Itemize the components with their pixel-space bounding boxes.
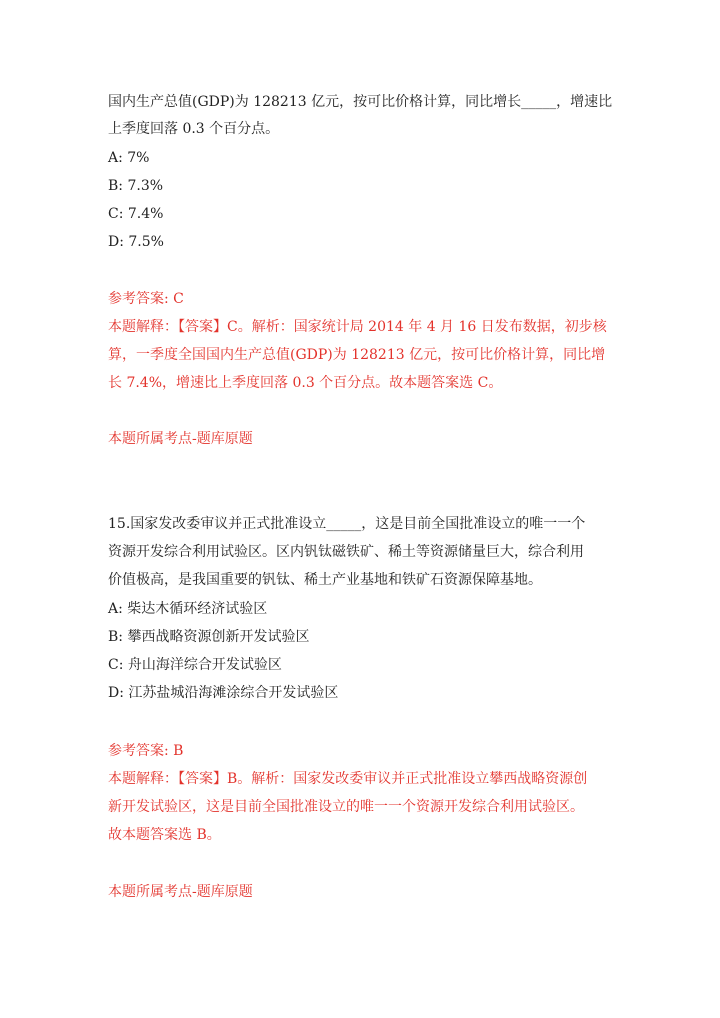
explanation-line: 算，一季度全国国内生产总值(GDP)为 128213 亿元，按可比价格计算，同比增 — [108, 347, 606, 363]
question-stem-line: 资源开发综合利用试验区。区内钒钛磁铁矿、稀土等资源储量巨大，综合利用 — [108, 544, 584, 560]
option-c: C: 7.4% — [108, 206, 164, 222]
option-b: B: 攀西战略资源创新开发试验区 — [108, 629, 310, 645]
answer-label: 参考答案: B — [108, 743, 184, 759]
question-stem-line: 价值极高，是我国重要的钒钛、稀土产业基地和铁矿石资源保障基地。 — [108, 572, 542, 588]
option-a: A: 柴达木循环经济试验区 — [108, 601, 268, 617]
explanation-line: 新开发试验区，这是目前全国批准设立的唯一一个资源开发综合利用试验区。 — [108, 799, 584, 815]
option-c: C: 舟山海洋综合开发试验区 — [108, 657, 282, 673]
option-d: D: 7.5% — [108, 234, 164, 250]
question-stem-line: 15.国家发改委审议并正式批准设立_____，这是目前全国批准设立的唯一一个 — [108, 516, 586, 532]
explanation-line: 故本题答案选 B。 — [108, 827, 221, 843]
option-a: A: 7% — [108, 150, 150, 166]
source-tag: 本题所属考点-题库原题 — [108, 431, 253, 447]
explanation-line: 长 7.4%，增速比上季度回落 0.3 个百分点。故本题答案选 C。 — [108, 375, 503, 391]
question-stem-line: 上季度回落 0.3 个百分点。 — [108, 121, 280, 137]
explanation-line: 本题解释：【答案】C。解析：国家统计局 2014 年 4 月 16 日发布数据，初步核 — [108, 319, 607, 335]
question-stem-line: 国内生产总值(GDP)为 128213 亿元，按可比价格计算，同比增长_____，增速比 — [108, 94, 613, 110]
answer-label: 参考答案: C — [108, 291, 184, 307]
option-b: B: 7.3% — [108, 178, 164, 194]
explanation-line: 本题解释：【答案】B。解析：国家发改委审议并正式批准设立攀西战略资源创 — [108, 771, 588, 787]
source-tag: 本题所属考点-题库原题 — [108, 884, 253, 900]
option-d: D: 江苏盐城沿海滩涂综合开发试验区 — [108, 685, 339, 701]
